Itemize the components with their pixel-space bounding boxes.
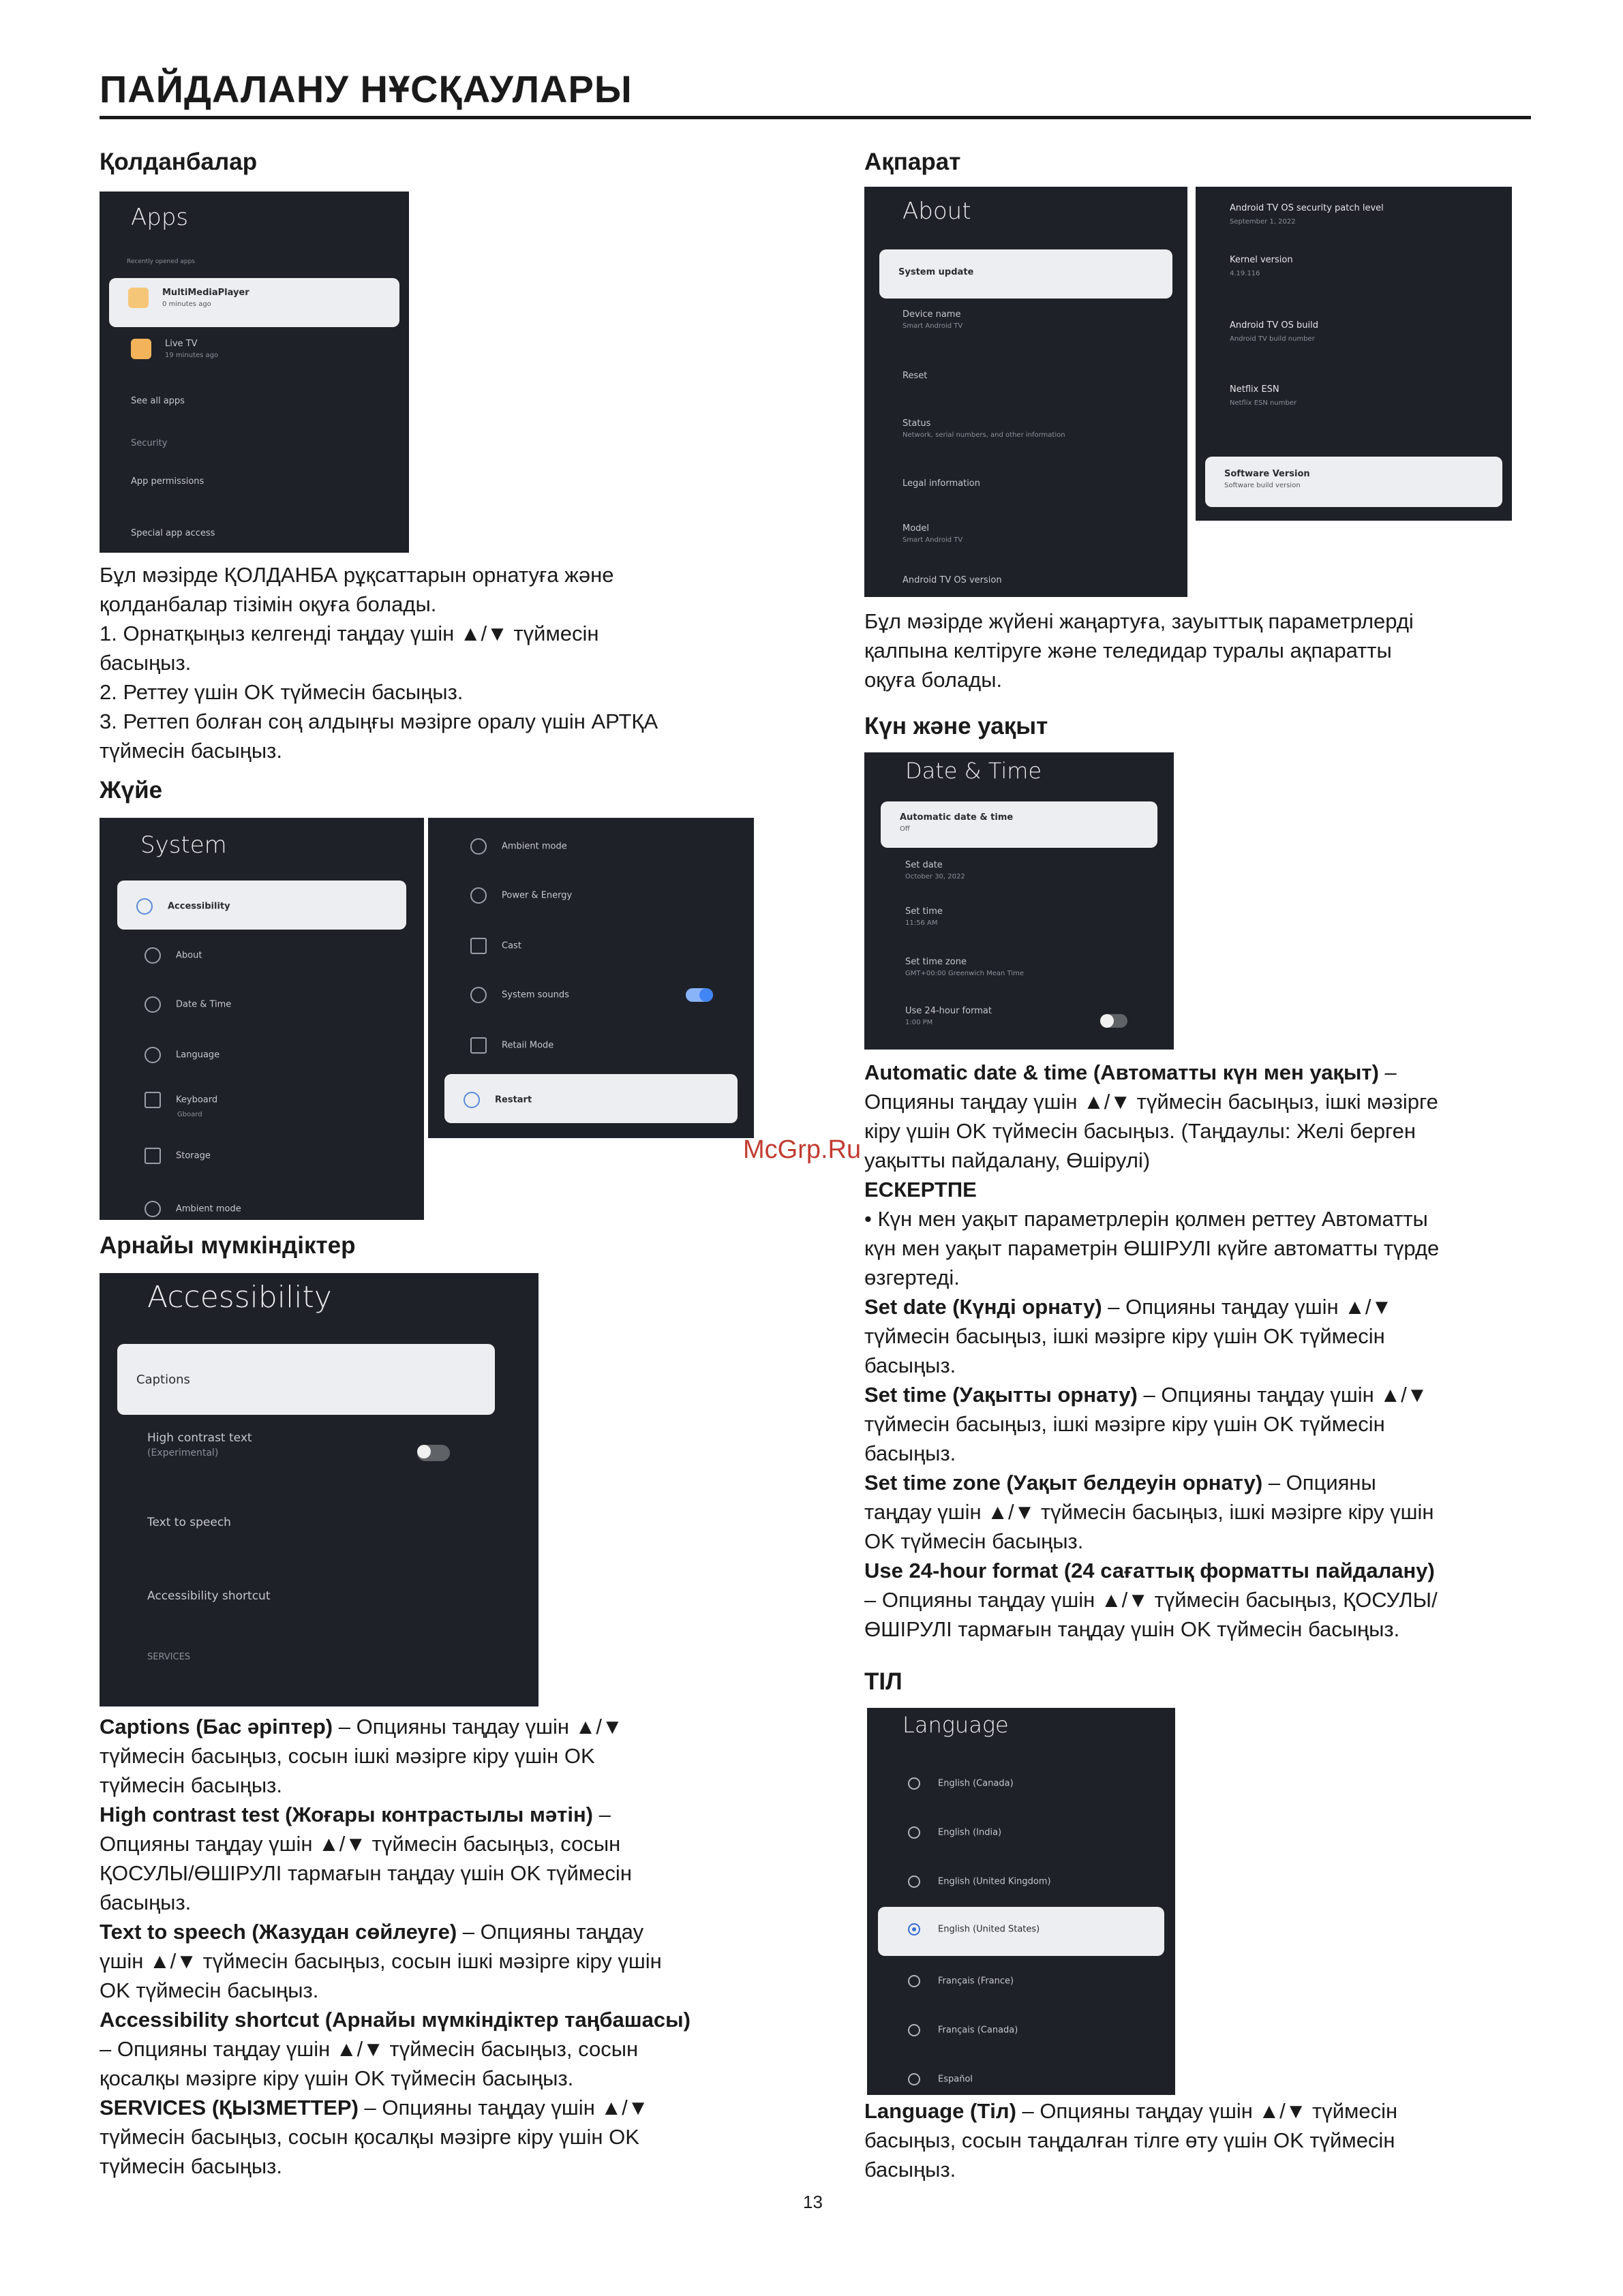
accessibility-text-line: түймесін басыңыз, сосын қосалқы мәзірге кіру үшін OK [100, 2125, 639, 2149]
live-tv-app-icon [131, 339, 151, 359]
about-item-label: Model [902, 523, 930, 534]
globe-icon [145, 1047, 161, 1063]
special-app-access-link[interactable]: Special app access [131, 528, 215, 538]
accessibility-text-line: Accessibility shortcut (Арнайы мүмкіндіктер таңбашасы) [100, 2008, 691, 2032]
accessibility-text-line: High contrast test (Жоғары контрастылы мәтін) – [100, 1803, 611, 1826]
reset-item[interactable]: Reset [902, 371, 928, 381]
info-value: Software build version [1224, 482, 1301, 489]
accessibility-text-line: түймесін басыңыз. [100, 2154, 282, 2178]
accessibility-text-line: Text to speech (Жазудан сөйлеуге) – Опцияны таңдау [100, 1920, 644, 1944]
radio-selected-icon [908, 1923, 920, 1935]
os-version-item[interactable]: Android TV OS version [902, 575, 1002, 585]
apps-text-line: 2. Реттеу үшін OK түймесін басыңыз. [100, 680, 464, 704]
about-item-sub: Smart Android TV [902, 536, 963, 544]
24h-format-toggle[interactable] [1100, 1014, 1127, 1028]
about-item-label: Device name [902, 309, 961, 320]
high-contrast-label: High contrast text [147, 1431, 252, 1445]
info-icon [145, 947, 161, 964]
datetime-text-line: Use 24-hour format (24 сағаттық форматты пайдалану) [864, 1559, 1435, 1582]
apps-text-line: Бұл мәзірде ҚОЛДАНБА рұқсаттарын орнатуға және [100, 563, 614, 587]
system-item-accessibility[interactable] [117, 881, 406, 930]
radio-icon [908, 2073, 920, 2085]
datetime-item-label: Set time zone [905, 957, 967, 967]
accessibility-text-line: үшін ▲/▼ түймесін басыңыз, сосын ішкі мәзірге кіру үшін [100, 1949, 662, 1973]
language-heading: ТІЛ [864, 1668, 902, 1695]
ambient-icon [470, 838, 487, 855]
about-item-sub: Network, serial numbers, and other information [902, 431, 1065, 439]
system-item-power[interactable] [470, 887, 727, 904]
system-item-language[interactable] [145, 1047, 397, 1063]
system-item-label: System sounds [502, 990, 569, 1000]
datetime-heading: Күн және уақыт [864, 713, 1048, 739]
language-option[interactable] [908, 1975, 1148, 1987]
accessibility-text-line: OK түймесін басыңыз. [100, 1978, 319, 2002]
apps-item-livetv[interactable] [131, 339, 382, 359]
datetime-item-label: Automatic date & time [900, 812, 1014, 823]
text-to-speech-item[interactable]: Text to speech [147, 1516, 231, 1529]
info-value: 4.19.116 [1230, 270, 1260, 277]
system-item-restart[interactable] [444, 1074, 738, 1123]
datetime-text-line: Set date (Күнді орнату) – Опцияны таңдау үшін ▲/▼ [864, 1295, 1393, 1319]
system-item-label: Storage [176, 1150, 211, 1161]
system-item-label: Date & Time [176, 999, 232, 1010]
page-title: ПАЙДАЛАНУ НҰСҚАУЛАРЫ [100, 67, 633, 110]
apps-text-line: қолданбалар тізімін оқуға болады. [100, 592, 437, 616]
datetime-text-line: басыңыз. [864, 1441, 956, 1465]
info-label: Android TV OS build [1230, 320, 1318, 331]
language-screenshot [867, 1708, 1175, 2095]
accessibility-text-line: – Опцияны таңдау үшін ▲/▼ түймесін басыңыз, сосын [100, 2037, 639, 2061]
about-screenshot [864, 187, 1187, 597]
info-label: Android TV OS security patch level [1230, 203, 1384, 213]
about-item-label: Status [902, 418, 931, 429]
system-item-ambient[interactable] [470, 838, 727, 855]
keyboard-icon [145, 1092, 161, 1108]
accessibility-screen-title: Accessibility [147, 1280, 332, 1315]
system-update-item[interactable]: System update [879, 249, 1172, 299]
language-option-label: English (United States) [938, 1924, 1040, 1935]
apps-item-sub: 19 minutes ago [165, 352, 219, 359]
system-item-label: Ambient mode [176, 1204, 241, 1214]
language-option-selected[interactable] [878, 1907, 1164, 1956]
apps-text-line: басыңыз. [100, 651, 192, 675]
datetime-text-line: түймесін басыңыз, ішкі мәзірге кіру үшін OK түймесін [864, 1412, 1385, 1436]
system-item-keyboard[interactable] [145, 1092, 397, 1118]
watermark: McGrp.Ru [743, 1135, 862, 1164]
language-option-label: Français (Canada) [938, 2025, 1018, 2036]
language-option-label: English (Canada) [938, 1778, 1014, 1789]
speaker-icon [470, 987, 487, 1003]
ambient-icon [145, 1201, 161, 1217]
datetime-text-line: • Күн мен уақыт параметрлерін қолмен реттеу Автоматты [864, 1207, 1428, 1231]
system-screenshot-2 [428, 818, 754, 1138]
media-player-app-icon [128, 288, 149, 308]
accessibility-icon [136, 898, 153, 915]
cast-icon [470, 938, 487, 954]
info-value: Android TV build number [1230, 335, 1315, 343]
high-contrast-sub: (Experimental) [147, 1448, 219, 1458]
power-icon [464, 1092, 480, 1108]
about-text-line: оқуға болады. [864, 668, 1003, 692]
datetime-item-sub: GMT+00:00 Greenwich Mean Time [905, 970, 1025, 977]
accessibility-shortcut-item[interactable]: Accessibility shortcut [147, 1589, 271, 1603]
about-heading: Ақпарат [864, 149, 961, 175]
set-timezone-item[interactable] [905, 957, 1147, 977]
datetime-text-line: Set time (Уақытты орнату) – Опцияны таңдау үшін ▲/▼ [864, 1383, 1428, 1407]
set-date-item[interactable] [905, 860, 1147, 881]
system-item-label: Language [176, 1050, 220, 1060]
apps-screen-title: Apps [131, 204, 189, 231]
camera-icon [470, 1037, 487, 1054]
system-screen-title: System [140, 831, 227, 859]
language-option-label: Français (France) [938, 1976, 1014, 1987]
power-energy-icon [470, 887, 487, 904]
language-text-line: басыңыз. [864, 2158, 956, 2182]
apps-item-sub: 0 minutes ago [162, 301, 211, 308]
title-rule [100, 116, 1531, 119]
system-sounds-toggle[interactable] [686, 988, 713, 1002]
datetime-text-line: басыңыз. [864, 1353, 956, 1377]
radio-icon [908, 2024, 920, 2036]
datetime-text-line: ӨШІРУЛІ тармағын таңдау үшін OK түймесін басыңыз. [864, 1617, 1400, 1641]
language-text-line: Language (Тіл) – Опцияны таңдау үшін ▲/▼ түймесін [864, 2099, 1398, 2123]
system-item-storage[interactable] [145, 1148, 397, 1164]
system-item-datetime[interactable] [145, 996, 397, 1013]
apps-text-line: 3. Реттеп болған соң алдыңғы мәзірге оралу үшін АРТҚА [100, 709, 658, 733]
apps-heading: Қолданбалар [100, 149, 258, 175]
accessibility-text-line: түймесін басыңыз, сосын ішкі мәзірге кіру үшін OK [100, 1744, 595, 1768]
about-text-line: қалпына келтіруге және теледидар туралы ақпаратты [864, 639, 1392, 662]
apps-text-line: түймесін басыңыз. [100, 739, 282, 763]
datetime-text-line: өзгертеді. [864, 1266, 960, 1289]
info-label: Software Version [1224, 469, 1310, 479]
datetime-item-sub: Off [900, 825, 910, 833]
app-permissions-link[interactable]: App permissions [131, 476, 204, 487]
info-value: Netflix ESN number [1230, 399, 1297, 407]
captions-item[interactable]: Captions [117, 1344, 495, 1415]
accessibility-text-line: басыңыз. [100, 1891, 192, 1914]
radio-icon [908, 1876, 920, 1888]
clock-icon [145, 996, 161, 1013]
status-item[interactable] [902, 418, 1160, 439]
system-item-label: Cast [502, 940, 521, 951]
language-option[interactable] [908, 2073, 1148, 2085]
storage-icon [145, 1148, 161, 1164]
keyboard-sub: Gboard [177, 1111, 202, 1118]
datetime-text-line: Automatic date & time (Автоматты күн мен уақыт) – [864, 1060, 1397, 1084]
system-item-label: Ambient mode [502, 841, 567, 852]
apps-item-label: MultiMediaPlayer [162, 288, 249, 298]
legal-item[interactable]: Legal information [902, 478, 981, 489]
datetime-text-line: Set time zone (Уақыт белдеуін орнату) – Опцияны [864, 1471, 1376, 1495]
about-item-sub: Smart Android TV [902, 322, 963, 330]
datetime-item-label: Set date [905, 860, 943, 870]
about-screen-title: About [902, 198, 971, 225]
datetime-item-sub: 1:00 PM [905, 1019, 933, 1026]
system-item-label: Retail Mode [502, 1040, 554, 1051]
datetime-text-line: уақытты пайдалану, Өшірулі) [864, 1148, 1151, 1172]
accessibility-text-line: Опцияны таңдау үшін ▲/▼ түймесін басыңыз, сосын [100, 1832, 621, 1856]
language-option[interactable] [908, 1777, 1148, 1790]
apps-text-line: 1. Орнатқыңыз келгенді таңдау үшін ▲/▼ түймесін [100, 622, 599, 645]
language-option-label: English (India) [938, 1827, 1002, 1838]
system-item-about[interactable] [145, 947, 397, 964]
system-screenshot [100, 818, 424, 1220]
radio-icon [908, 1826, 920, 1839]
services-section: SERVICES [147, 1652, 191, 1662]
accessibility-screenshot [100, 1273, 539, 1706]
language-option[interactable] [908, 1826, 1148, 1839]
model-item[interactable] [902, 523, 1160, 544]
system-item-label: About [176, 950, 202, 961]
datetime-text-line: күн мен уақыт параметрін ӨШІРУЛІ күйге автоматты түрде [864, 1236, 1440, 1260]
datetime-screenshot [864, 752, 1174, 1050]
language-option-label: Español [938, 2074, 973, 2085]
see-all-apps-link[interactable]: See all apps [131, 396, 185, 406]
security-section: Security [131, 438, 168, 448]
datetime-text-line: түймесін басыңыз, ішкі мәзірге кіру үшін OK түймесін [864, 1324, 1385, 1348]
datetime-text-line: кіру үшін OK түймесін басыңыз. (Таңдаулы: Желі берген [864, 1119, 1416, 1143]
radio-icon [908, 1777, 920, 1790]
info-label: Kernel version [1230, 255, 1293, 265]
info-label: Netflix ESN [1230, 384, 1279, 395]
datetime-item-sub: October 30, 2022 [905, 873, 965, 881]
datetime-screen-title: Date & Time [905, 758, 1042, 784]
high-contrast-item[interactable] [147, 1431, 511, 1458]
system-item-label: Keyboard [176, 1095, 218, 1105]
high-contrast-toggle[interactable] [417, 1445, 450, 1461]
language-option[interactable] [908, 1876, 1148, 1888]
system-item-retail[interactable] [470, 1037, 727, 1054]
system-heading: Жүйе [100, 777, 163, 803]
datetime-text-line: OK түймесін басыңыз. [864, 1529, 1084, 1553]
apps-item-label: Live TV [165, 339, 198, 349]
about-text-line: Бұл мәзірде жүйені жаңартуға, зауыттық параметрлерді [864, 609, 1414, 633]
device-name-item[interactable] [902, 309, 1160, 330]
datetime-item-label: Set time [905, 906, 943, 917]
accessibility-text-line: қосалқы мәзірге кіру үшін OK түймесін басыңыз. [100, 2066, 574, 2090]
system-item-ambient[interactable] [145, 1201, 397, 1217]
page-number: 13 [803, 2192, 823, 2212]
datetime-text-line: – Опцияны таңдау үшін ▲/▼ түймесін басыңыз, ҚОСУЛЫ/ [864, 1588, 1438, 1612]
datetime-text-line: таңдау үшін ▲/▼ түймесін басыңыз, ішкі мәзірге кіру үшін [864, 1500, 1434, 1524]
software-version-item[interactable] [1205, 457, 1502, 507]
accessibility-text-line: SERVICES (ҚЫЗМЕТТЕР) – Опцияны таңдау үшін ▲/▼ [100, 2096, 649, 2119]
info-value: September 1, 2022 [1230, 218, 1296, 226]
accessibility-text-line: түймесін басыңыз. [100, 1773, 282, 1797]
datetime-item-label: Use 24-hour format [905, 1006, 992, 1016]
accessibility-heading: Арнайы мүмкіндіктер [100, 1232, 356, 1259]
radio-icon [908, 1975, 920, 1987]
datetime-text-line: Опцияны таңдау үшін ▲/▼ түймесін басыңыз, ішкі мәзірге [864, 1090, 1438, 1114]
system-item-label: Restart [495, 1095, 532, 1105]
set-time-item[interactable] [905, 906, 1147, 927]
language-screen-title: Language [902, 1712, 1009, 1738]
accessibility-text-line: ҚОСУЛЫ/ӨШІРУЛІ тармағын таңдау үшін OK түймесін [100, 1861, 632, 1885]
language-option[interactable] [908, 2024, 1148, 2036]
datetime-item-sub: 11:56 AM [905, 919, 938, 927]
language-option-label: English (United Kingdom) [938, 1876, 1051, 1887]
apps-section-label: Recently opened apps [127, 258, 195, 265]
auto-datetime-item[interactable] [881, 801, 1157, 848]
system-item-label: Power & Energy [502, 890, 573, 901]
datetime-text-line: ЕСКЕРТПЕ [864, 1178, 977, 1201]
language-text-line: басыңыз, сосын таңдалған тілге өту үшін OK түймесін [864, 2128, 1395, 2152]
apps-item-selected[interactable] [109, 278, 399, 327]
system-item-cast[interactable] [470, 938, 727, 954]
accessibility-text-line: Captions (Бас әріптер) – Опцияны таңдау үшін ▲/▼ [100, 1715, 623, 1739]
apps-screenshot [100, 192, 409, 553]
about-info-screenshot [1196, 187, 1512, 521]
system-item-label: Accessibility [168, 901, 230, 912]
